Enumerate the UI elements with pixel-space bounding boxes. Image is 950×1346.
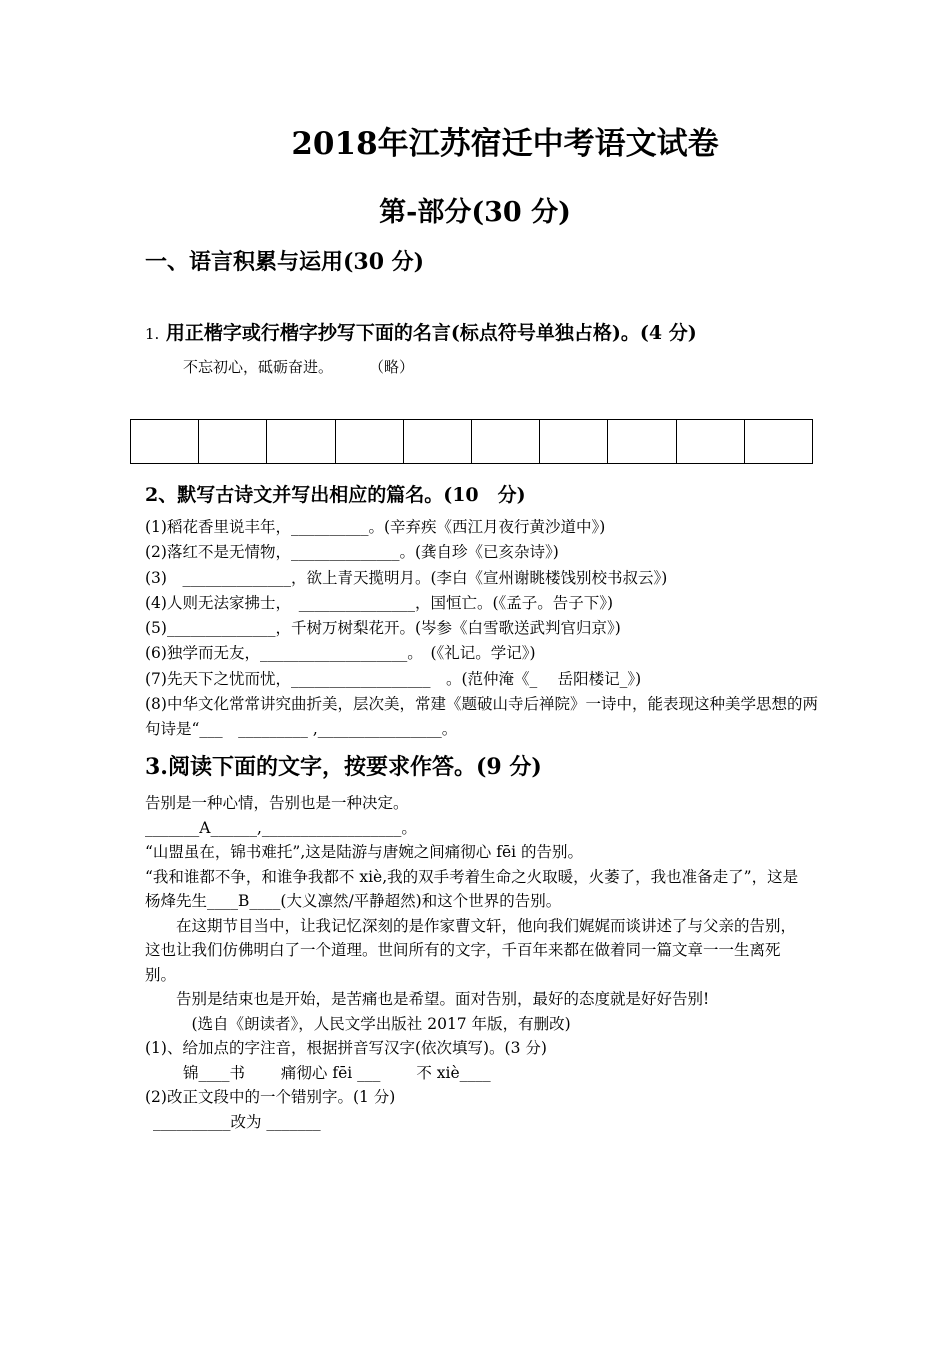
grid-cell[interactable] <box>199 420 267 463</box>
question-2-heading: 2、默写古诗文并写出相应的篇名。(10 分) <box>145 484 526 506</box>
sub-question-1-blanks: 锦____书 痛彻心 fēi ___ 不 xiè____ <box>183 1063 491 1082</box>
grid-cell[interactable] <box>677 420 745 463</box>
sub-question-2-blanks: __________改为 _______ <box>153 1112 321 1131</box>
grid-cell[interactable] <box>608 420 676 463</box>
section-heading: 一、语言积累与运用(30 分) <box>145 249 425 275</box>
grid-cell[interactable] <box>540 420 608 463</box>
grid-cell[interactable] <box>131 420 199 463</box>
question-2-items <box>145 515 825 743</box>
grid-cell[interactable] <box>472 420 540 463</box>
passage-paragraph: 在这期节目当中，让我记忆深刻的是作家曹文轩，他向我们娓娓而谈讲述了与父亲的告别，这也让我们仿佛明白了一个道理。世间所有的文字，千百年来都在做着同一篇文章一一生离死别。 <box>145 916 797 984</box>
question-1-text: 用正楷字或行楷字抄写下面的名言(标点符号单独占格)。(4 分) <box>159 322 697 344</box>
motto-text: 不忘初心，砥砺奋进。 <box>183 358 334 376</box>
part-heading: 第-部分(30 分) <box>379 197 571 228</box>
list-item: (1)稻花香里说丰年，__________。(辛弃疾《西江月夜行黄沙道中》) <box>145 518 606 536</box>
passage-source: (选自《朗读者》，人民文学出版社 2017 年版，有删改) <box>176 1014 571 1033</box>
passage-paragraph: 告别是一种心情，告别也是一种决定。 <box>145 794 409 812</box>
grid-cell[interactable] <box>267 420 335 463</box>
passage-paragraph: 告别是结束也是开始，是苦痛也是希望。面对告别，最好的态度就是好好告别! <box>176 990 710 1008</box>
list-item: (3) ______________，欲上青天揽明月。(李白《宣州谢眺楼饯别校书叔云》) <box>145 568 668 587</box>
question-1-heading <box>145 318 697 345</box>
list-item: (7)先天下之忧而忧，__________________ 。(范仲淹《_ 岳阳楼记_》) <box>145 669 642 688</box>
page-title: 2018年江苏宿迁中考语文试卷 <box>291 126 719 162</box>
passage-blank-a: _______A______,__________________。 <box>145 818 417 837</box>
reading-passage <box>145 791 810 1134</box>
grid-cell[interactable] <box>336 420 404 463</box>
list-item: (5)______________，千树万树梨花开。(岑参《白雪歌送武判官归京》) <box>145 619 621 638</box>
grid-cell[interactable] <box>404 420 472 463</box>
list-item: (2)落红不是无情物，______________。(龚自珍《已亥杂诗》) <box>145 543 559 562</box>
grid-cell[interactable] <box>745 420 812 463</box>
passage-paragraph: “我和谁都不争，和谁争我都不 xiè,我的双手考着生命之火取暖，火萎了，我也准备走了”，这是杨烽先生____B____(大义凛然/平静超然)和这个世界的告别。 <box>145 867 799 910</box>
passage-paragraph: “山盟虽在，锦书难托”,这是陆游与唐婉之间痛彻心 fēi 的告别。 <box>145 843 583 861</box>
writing-grid <box>130 419 813 464</box>
sub-question-1: (1)、给加点的字注音，根据拼音写汉字(依次填写)。(3 分) <box>145 1039 547 1057</box>
list-item: (8)中华文化常常讲究曲折美，层次美，常建《题破山寺后禅院》一诗中，能表现这种美学思想的两句诗是“___ _________ ,________________。 <box>145 695 818 739</box>
list-item: (6)独学而无友，___________________。 (《礼记。学记》) <box>145 644 536 663</box>
motto-line <box>183 356 414 377</box>
list-item: (4)人则无法家拂士， _______________，国恒亡。(《孟子。告子下》) <box>145 593 614 612</box>
motto-note: （略） <box>369 358 415 376</box>
sub-question-2: (2)改正文段中的一个错别字。(1 分) <box>145 1088 396 1106</box>
question-3-heading: 3.阅读下面的文字，按要求作答。(9 分) <box>145 754 542 780</box>
question-1-number: 1. <box>145 325 160 343</box>
